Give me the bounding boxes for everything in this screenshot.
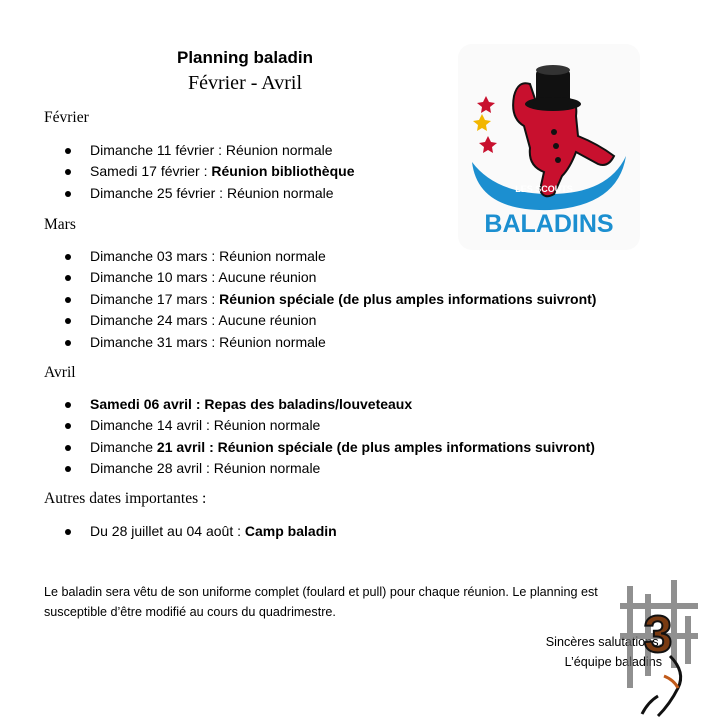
month-heading-avril: Avril	[44, 364, 76, 381]
events-list-fevrier	[62, 140, 355, 204]
events-list-mars	[62, 246, 596, 353]
events-list-other	[62, 521, 337, 542]
logo-bottom-text: BALADINS	[484, 210, 614, 238]
list-item: Du 28 juillet au 04 août : Camp baladin	[62, 521, 337, 542]
other-dates-heading: Autres dates importantes :	[44, 490, 207, 507]
list-item: Dimanche 24 mars : Aucune réunion	[62, 310, 596, 331]
list-item: Dimanche 31 mars : Réunion normale	[62, 332, 596, 353]
scouts-baladins-logo	[458, 44, 640, 250]
badge-number: 3	[643, 606, 673, 664]
month-heading-fevrier: Février	[44, 109, 89, 126]
events-list-avril	[62, 394, 595, 480]
list-item: Dimanche 21 avril : Réunion spéciale (de plus amples informations suivront)	[62, 437, 595, 458]
unit-badge-icon	[618, 576, 706, 718]
list-item: Dimanche 10 mars : Aucune réunion	[62, 267, 596, 288]
list-item: Dimanche 17 mars : Réunion spéciale (de plus amples informations suivront)	[62, 289, 596, 310]
month-heading-mars: Mars	[44, 216, 76, 233]
logo-top-text: LES SCOUTS	[515, 184, 573, 194]
list-item: Dimanche 11 février : Réunion normale	[62, 140, 355, 161]
list-item: Dimanche 14 avril : Réunion normale	[62, 415, 595, 436]
document-subtitle: Février - Avril	[187, 72, 303, 94]
list-item: Dimanche 03 mars : Réunion normale	[62, 246, 596, 267]
list-item: Samedi 17 février : Réunion bibliothèque	[62, 161, 355, 182]
uniform-note: Le baladin sera vêtu de son uniforme complet (foulard et pull) pour chaque réunion. Le planning est susceptible d’être modifié au cours du quadrimestre.	[44, 585, 598, 619]
list-item: Dimanche 28 avril : Réunion normale	[62, 458, 595, 479]
signature: Sincères salutations, L’équipe baladins	[545, 635, 662, 669]
list-item: Samedi 06 avril : Repas des baladins/louveteaux	[62, 394, 595, 415]
list-item: Dimanche 25 février : Réunion normale	[62, 183, 355, 204]
document-title: Planning baladin	[176, 48, 313, 67]
